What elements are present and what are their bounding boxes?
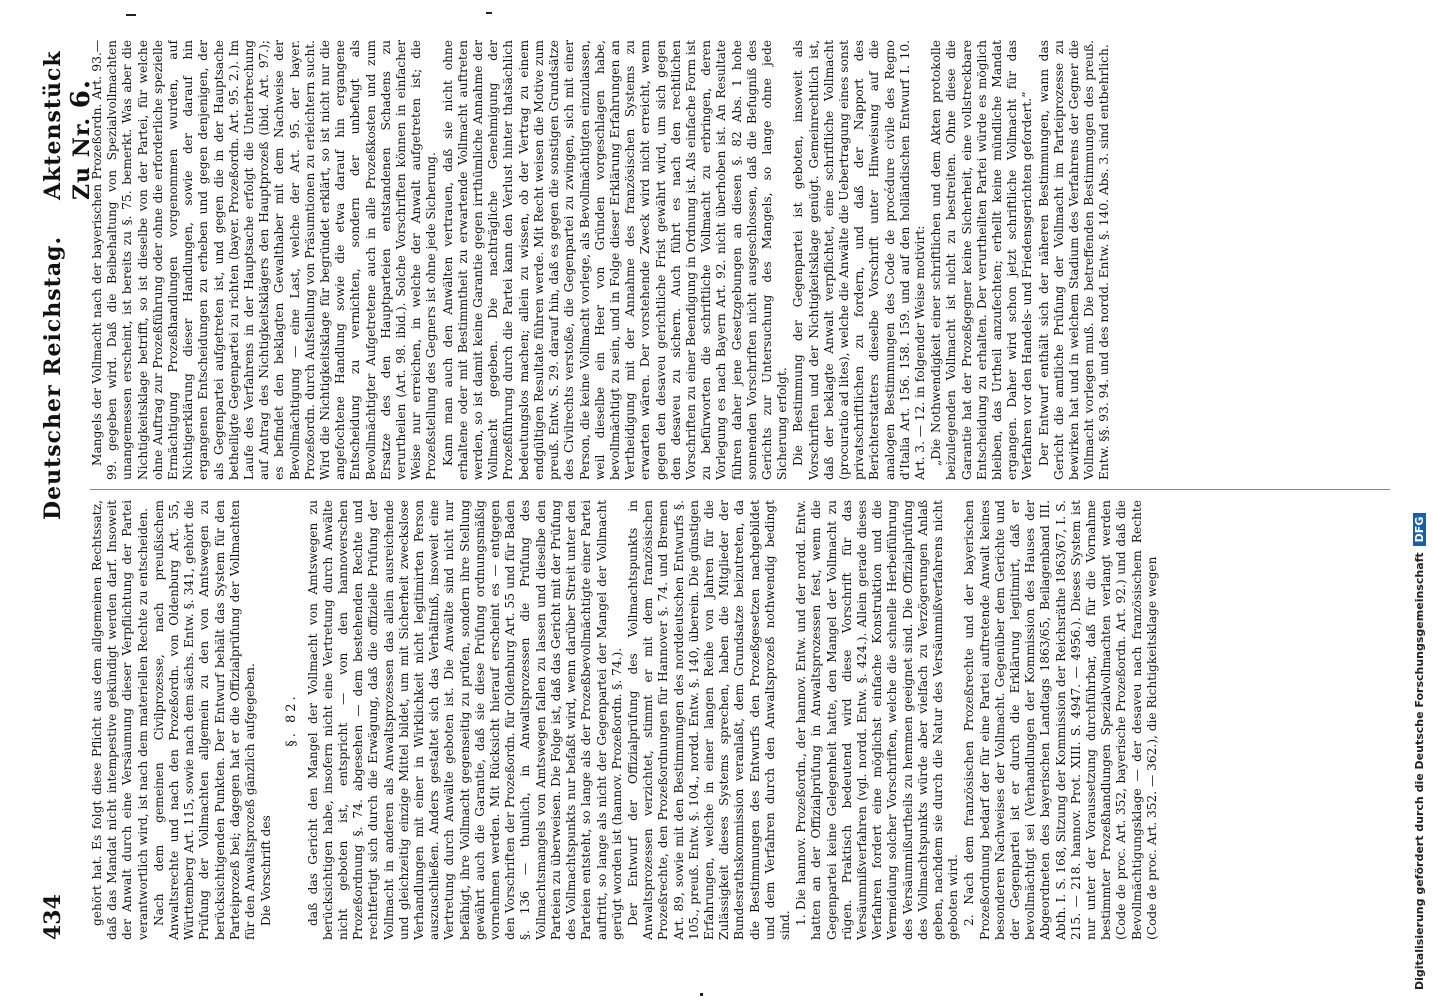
column-divider: [90, 489, 1390, 490]
dfg-logo: DFG: [1413, 513, 1426, 547]
page-header: [30, 20, 96, 960]
paragraph: 1. Die hannov. Prozeßordn., der hannov. Entw. und der nordd. Entw. hatten an der Offizialprüfung in Anwaltsprozessen fest, wenn die Gegenpartei keine Gelegenheit hatte, den Mangel der Vollmacht zu rügen. Praktisch bedeutend wird diese Vorschrift für das Versäumnißverfahren (vgl. nordd. Entw. §. 424.). Allein gerade dieses Verfahren fordert eine möglichst einfache Konstruktion und die Vermeidung solcher Vorschriften, welche die schnelle Herbeiführung des Versäumnißurtheils zu hemmen geeignet sind. Die Offizialprüfung des Vollmachtspunkts würde aber vielfach zu Verzögerungen Anlaß geben, nachdem sie durch die Natur des Versäumnißverfahrens nicht geboten wird.: [794, 500, 961, 940]
left-text-column: [90, 500, 1410, 940]
rotated-document-page: [30, 20, 1415, 960]
paragraph: „Die Nothwendigkeit einer schriftlichen und dem Akten protokolle beizulegenden Vollmacht ist nicht zu bestreiten. Ohne diese die Garantie hat der Prozeßgegner keine Sicherheit, eine vollstreckbare Entscheidung zu erhalten. Der verurtheilten Partei würde es möglich bleiben, das Urtheil anzufechten; erhellt keine mündliche Mandat ergangen. Daher wird schon jetzt schriftliche Vollmacht für das Verfahren vor den Handels- und Friedensgerichten gefordert.“: [929, 40, 1035, 480]
digitization-note: [1413, 513, 1426, 990]
scan-speck: [126, 14, 136, 16]
paragraph: Die Vorschrift des: [259, 815, 274, 926]
digitization-text: Digitalisierung gefördert durch die Deutsche Forschungsgemeinschaft: [1413, 552, 1426, 990]
scan-speck: [486, 12, 492, 14]
paragraph: Mangels der Vollmacht nach der bayerischen Prozeßordn. Art. 93.—99. gegeben wird. Daß die Beibehaltung von Spezialvollmachten unangemessen erscheint, ist bereits zu §. 75. bemerkt. Was aber die Nichtigkeitsklage betrifft, so ist dieselbe von der Partei, für welche ohne Auftrag zur Prozeßführung oder ohne die erforderliche spezielle Ermächtigung Prozeßhandlungen vorgenommen wurden, auf Nichtigerklärung dieser Handlungen, sowie der darauf hin ergangenen Entscheidungen zu erheben und gegen denjenigen, der als Gegenpartei aufgetreten ist, und gegen die in der Hauptsache betheiligte Gegenpartei zu richten (bayer. Prozeßordn. Art. 95. 2.). Im Laufe des Verfahrens in der Hauptsache erfolgt die Unterbrechung auf Antrag des Nichtigkeitsklägers den Hauptprozeß (ibid. Art. 97.); es befindet den beklagten Gewalthaber mit dem Nachweise der Bevollmächtigung — eine Last, welche der Art. 95. der bayer. Prozeßordn. durch Aufstellung von Präsumtionen zu erleichtern sucht. Wird die Nichtigkeitsklage für begründet erklärt, so ist nicht nur die angefochtene Handlung sowie die etwa darauf hin ergangene Entscheidung zu vernichten, sondern der unbefugt als Bevollmächtigter Aufgetretene auch in alle Prozeßkosten und zum Ersatze des den Hauptparteien entstandenen Schadens zu verurtheilen (Art. 98. ibid.). Solche Vorschriften können in einfacher Weise nur erreichen, in welche der Anwalt aufgetreten ist; die Prozeßstellung des Gegners ist ohne jede Sicherung.: [90, 40, 439, 480]
title-prefix: Aktenstück Zu Nr.: [40, 50, 95, 200]
page-number: 434: [40, 894, 66, 940]
paragraph: 2. Nach dem französischen Prozeßrechte und der bayerischen Prozeßordnung bedarf der für eine Partei auftretende Anwalt keines besonderen Nachweises der Vollmacht. Gegenüber dem Gerichte und der Gegenpartei ist er durch die Erklärung legitimirt, daß er bevollmächtigt sei (Verhandlungen der Kommission des Hauses der Abgeordneten des bayerischen Landtags 1863/65, Beilagenband III. Abth. I. S. 168, Sitzung der Kommission der Reichsräthe 1863/67, I. S. 215. — 218. hannov. Prot. XIII. S. 4947. — 4956.). Dieses System ist nur unter der Voraussetzung durchführbar, daß für die Vornahme bestimmter Prozeßhandlungen Spezialvollmachten verlangt werden (Code de proc. Art. 352, bayerische Prozeßordn. Art. 92.) und daß die Bevollmächtigungsklage — der desaveu nach französischem Rechte (Code de proc. Art. 352. — 362.), die Richtigkeitsklage wegen: [962, 500, 1159, 940]
paragraph: gehört hat. Es folgt diese Pflicht aus dem allgemeinen Rechtssatz, daß das Mandat nicht intempestive gekündigt werden darf. Insoweit der Anwalt durch eine Versäumung dieser Verpflichtung der Partei verantwortlich wird, ist nach dem materiellen Rechte zu entscheiden.: [90, 500, 150, 940]
paragraph: Der Entwurf enthält sich der näheren Bestimmungen, wann das Gericht die amtliche Prüfung der Vollmacht im Parteiprozesse zu bewirken hat und in welchem Stadium des Verfahrens der Gegner die Vollmacht vorlegen muß. Die betreffenden Bestimmungen des preuß. Entw. §§. 93. 94. und des nordd. Entw. §. 140. Abs. 3. sind entbehrlich.: [1036, 40, 1112, 480]
paragraph: Der Entwurf der Offizialprüfung des Vollmachtspunkts in Anwaltsprozessen verzichtet, stimmt er mit dem französischen Prozeßrechte, den Prozeßordnungen für Hannover §. 74. und Bremen Art. 89, sowie mit den Bestimmungen des norddeutschen Entwurfs §. 105., preuß. Entw. §. 104., nordd. Entw. §. 140, überein. Die günstigen Erfahrungen, welche in einer langen Reihe von Jahren für die Zulässigkeit dieses Systems sprechen, haben die Mitglieder der Bundesrathskommission veranlaßt, dem Grundsatze beizutreten, da die Bestimmungen des Entwurfs den Prozeßgesetzen nachgebildet und dem Verfahren durch den Anwaltsprozeß nothwendig bedingt sind.: [625, 500, 792, 940]
title-number: 6.: [66, 79, 96, 109]
right-text-column: [90, 40, 1410, 480]
paragraph: Nach dem gemeinen Civilprozesse, nach preußischem Anwaltsrechte und nach den Prozeßordn. von Oldenburg Art. 55, Württemberg Art. 115, sowie nach dem sächs. Entw. §. 341, gehört die Prüfung der Vollmachten allgemein zu den von Amtswegen zu berücksichtigenden Punkten. Der Entwurf behält das System für den Parteiprozeß bei; dagegen hat er die Offizialprüfung der Vollmachten für den Anwaltsprozeß gänzlich aufgegeben.: [151, 500, 258, 940]
paragraph: Kann man auch den Anwälten vertrauen, daß sie nicht ohne erhaltene oder mit Bestimmtheit zu erwartende Vollmacht auftreten werden, so ist damit keine Garantie gegen irrthümliche Annahme der Vollmacht gegeben. Die nachträgliche Genehmigung der Prozeßführung durch die Partei kann den Verlust hinter thatsächlich bedeutungslos machen; allein zu wissen, ob der Vertrag zu einem endgültigen Resultate führen werde. Mit Recht weisen die Motive zum preuß. Entw. S. 29. darauf hin, daß es gegen die sonstigen Grundsätze des Civilrechts verstoße, die Gegenpartei zu zwingen, sich mit einer Person, die keine Vollmacht vorlege, als Bevollmächtigten einzulassen, weil dieselbe ein Heer von Gründen vorgeschlagen habe, bevollmächtigt zu sein, und in Folge dieser Erklärung Erfahrungen an Vertheidigung mit der Annahme des französischen Systems zu erwarten wären. Der vorstehende Zweck wird nicht erreicht, wenn gegen den desaveu gerichtliche Frist gewährt wird, um sich gegen den desaveu zu sichern. Auch führt es nach den rechtlichen Vorschriften zu einer Beendigung in Ordnung ist. Als einfache Form ist zu befürworten die schriftliche Vollmacht zu erbringen, deren Vorlegung es nach Bayern Art. 92. nicht überhoben ist. An Resultate führen daher jene Gesetzgebungen an diesen §. 82 Abs. 1 hohe sonnenden Vorschriften nicht ausgeschlossen, daß die Befugniß des Gerichts zur Untersuchung des Mangels, so lange ohne jede Sicherung erfolgt.: [440, 40, 790, 480]
paragraph: daß das Gericht den Mangel der Vollmacht von Amtswegen zu berücksichtigen habe, insofern nicht eine Vertretung durch Anwälte nicht geboten ist, entspricht — von den hannoverschen Prozeßordnung §. 74. abgesehen — dem bestehenden Rechte und rechtfertigt sich durch die Erwägung, daß die offizielle Prüfung der Vollmacht in anderen als Anwaltsprozessen das allein ausreichende und gleichzeitig einzige Mittel bildet, um mit Sicherheit zweckslose Verhandlungen mit einer in Wirklichkeit nicht legitimirten Person auszuschließen. Anders gestaltet sich das Verhältniß, insoweit eine Vertretung durch Anwälte geboten ist. Die Anwälte sind nicht nur befähigt, ihre Vollmacht gegenseitig zu prüfen, sondern ihre Stellung gewährt auch die Garantie, daß sie diese Prüfung ordnungsmäßig vornehmen werden. Mit Rücksicht hierauf erscheint es — entgegen den Vorschriften der Prozeßordn. für Oldenburg Art. 55 und für Baden §. 136 — thunlich, in Anwaltsprozessen die Prüfung des Vollmachtsmangels von Amtswegen fallen zu lassen und dieselbe den Parteien zu überweisen. Die Folge ist, daß das Gericht mit der Prüfung des Vollmachtspunkts nur befaßt wird, wenn darüber Streit unter den Parteien entsteht, so lange als der Prozeßbevollmächtigte einer Partei auftritt, so lange als nicht der Gegenpartei der Mangel der Vollmacht gerügt worden ist (hannov. Prozeßordn. §. 74.).: [305, 500, 624, 940]
document-title: [40, 20, 96, 200]
scan-speck: [700, 993, 703, 996]
paragraph: Die Bestimmung der Gegenpartei ist geboten, insoweit als Vorschriften und der Nichtigkeitsklage genügt. Gemeinrechtlich ist, daß der beklagte Anwalt verpflichtet, eine schriftliche Vollmacht (procuratio ad lites), welche die Anwälte die Uebertragung eines sonst privatschriftlichen zu fordern, und daß der Napport des Berichterstatters dieselbe Vorschrift unter Hinweisung auf die analogen Bestimmungen des Code de procédure civile des Regno d'Italia Art. 156. 158. 159. und auf den holländischen Entwurf I. 10. Art. 3. — 12. in folgender Weise motivirt:: [791, 40, 927, 480]
running-title: Deutscher Reichstag.: [40, 235, 66, 520]
section-heading: §. 82.: [284, 693, 300, 747]
digitization-footer: [1396, 0, 1430, 1000]
